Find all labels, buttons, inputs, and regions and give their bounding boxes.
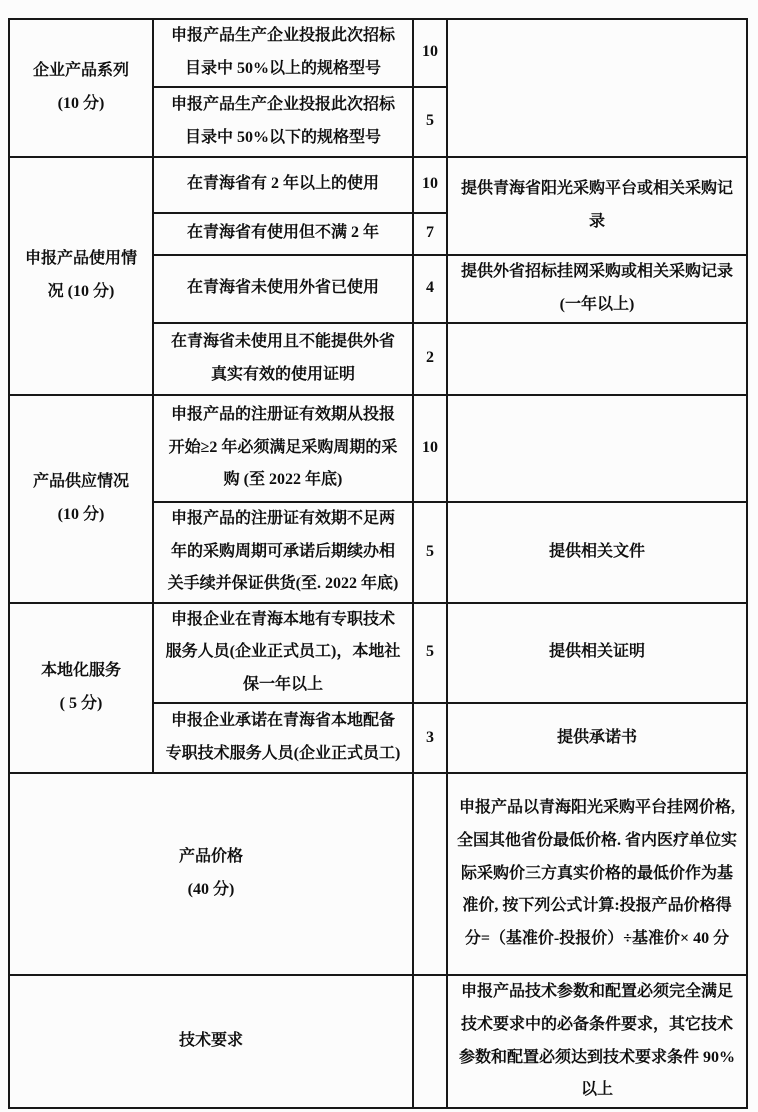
category-cell-product-series xyxy=(9,19,153,157)
category-line: 企业产品系列 xyxy=(32,62,129,79)
criteria-cell: 申报产品的注册证有效期从投报开始≥2 年必须满足采购周期的采购 (至 2022 年底) xyxy=(153,395,413,502)
score-cell: 2 xyxy=(413,323,447,395)
evidence-cell xyxy=(447,19,747,157)
evidence-cell: 提供相关文件 xyxy=(447,502,747,603)
table-row xyxy=(9,395,747,502)
score-cell: 5 xyxy=(413,502,447,603)
evidence-cell: 申报产品技术参数和配置必须完全满足技术要求中的必备条件要求，其它技术参数和配置必须达到技术要求条件 90% 以上 xyxy=(447,975,747,1108)
category-line: (10 分) xyxy=(57,94,105,112)
table-row xyxy=(9,603,747,703)
evaluation-scoring-table xyxy=(8,18,748,1109)
score-cell: 3 xyxy=(413,703,447,773)
score-cell xyxy=(413,773,447,975)
category-cell-product-supply xyxy=(9,395,153,603)
score-cell: 5 xyxy=(413,603,447,703)
evidence-cell: 提供青海省阳光采购平台或相关采购记录 xyxy=(447,157,747,255)
category-cell-localized-service xyxy=(9,603,153,773)
criteria-cell: 申报企业承诺在青海省本地配备专职技术服务人员(企业正式员工) xyxy=(153,703,413,773)
criteria-cell: 申报产品的注册证有效期不足两年的采购周期可承诺后期续办相关手续并保证供货(至. 2022 年底) xyxy=(153,502,413,603)
evidence-cell xyxy=(447,395,747,502)
score-cell: 10 xyxy=(413,395,447,502)
category-cell-technical-requirements xyxy=(9,975,413,1108)
table-row xyxy=(9,19,747,87)
evidence-cell: 提供外省招标挂网采购或相关采购记录(一年以上) xyxy=(447,255,747,323)
criteria-cell: 在青海省有 2 年以上的使用 xyxy=(153,157,413,213)
criteria-cell: 申报企业在青海本地有专职技术服务人员(企业正式员工)，本地社保一年以上 xyxy=(153,603,413,703)
table-row xyxy=(9,975,747,1108)
evidence-cell: 申报产品以青海阳光采购平台挂网价格, 全国其他省份最低价格. 省内医疗单位实际采购价三方真实价格的最低价作为基准价, 按下列公式计算:投报产品价格得分=（基准价-投报价）÷基准价× 40 分 xyxy=(447,773,747,975)
criteria-cell: 在青海省未使用且不能提供外省真实有效的使用证明 xyxy=(153,323,413,395)
score-cell: 10 xyxy=(413,157,447,213)
category-line: 产品价格 xyxy=(178,848,243,866)
criteria-cell: 在青海省未使用外省已使用 xyxy=(153,255,413,323)
category-line: ( 5 分) xyxy=(59,694,103,712)
evidence-cell: 提供承诺书 xyxy=(447,703,747,773)
criteria-cell: 申报产品生产企业投报此次招标目录中 50%以上的规格型号 xyxy=(153,19,413,87)
category-line: 产品供应情况 xyxy=(32,472,129,490)
evidence-cell xyxy=(447,323,747,395)
score-cell: 5 xyxy=(413,87,447,157)
score-cell xyxy=(413,975,447,1108)
criteria-cell: 申报产品生产企业投报此次招标目录中 50%以下的规格型号 xyxy=(153,87,413,157)
table-row xyxy=(9,773,747,975)
category-line: 申报产品使用情 xyxy=(24,249,137,267)
category-cell-product-usage xyxy=(9,157,153,395)
score-cell: 4 xyxy=(413,255,447,323)
score-cell: 10 xyxy=(413,19,447,87)
category-line: 技术要求 xyxy=(178,1032,243,1050)
criteria-cell: 在青海省有使用但不满 2 年 xyxy=(153,213,413,255)
table-row xyxy=(9,157,747,213)
category-line: 本地化服务 xyxy=(40,661,121,679)
category-line: (40 分) xyxy=(187,880,235,898)
category-line: (10 分) xyxy=(57,505,105,523)
category-line: 况 (10 分) xyxy=(47,282,115,300)
score-cell: 7 xyxy=(413,213,447,255)
evidence-cell: 提供相关证明 xyxy=(447,603,747,703)
category-cell-product-price xyxy=(9,773,413,975)
